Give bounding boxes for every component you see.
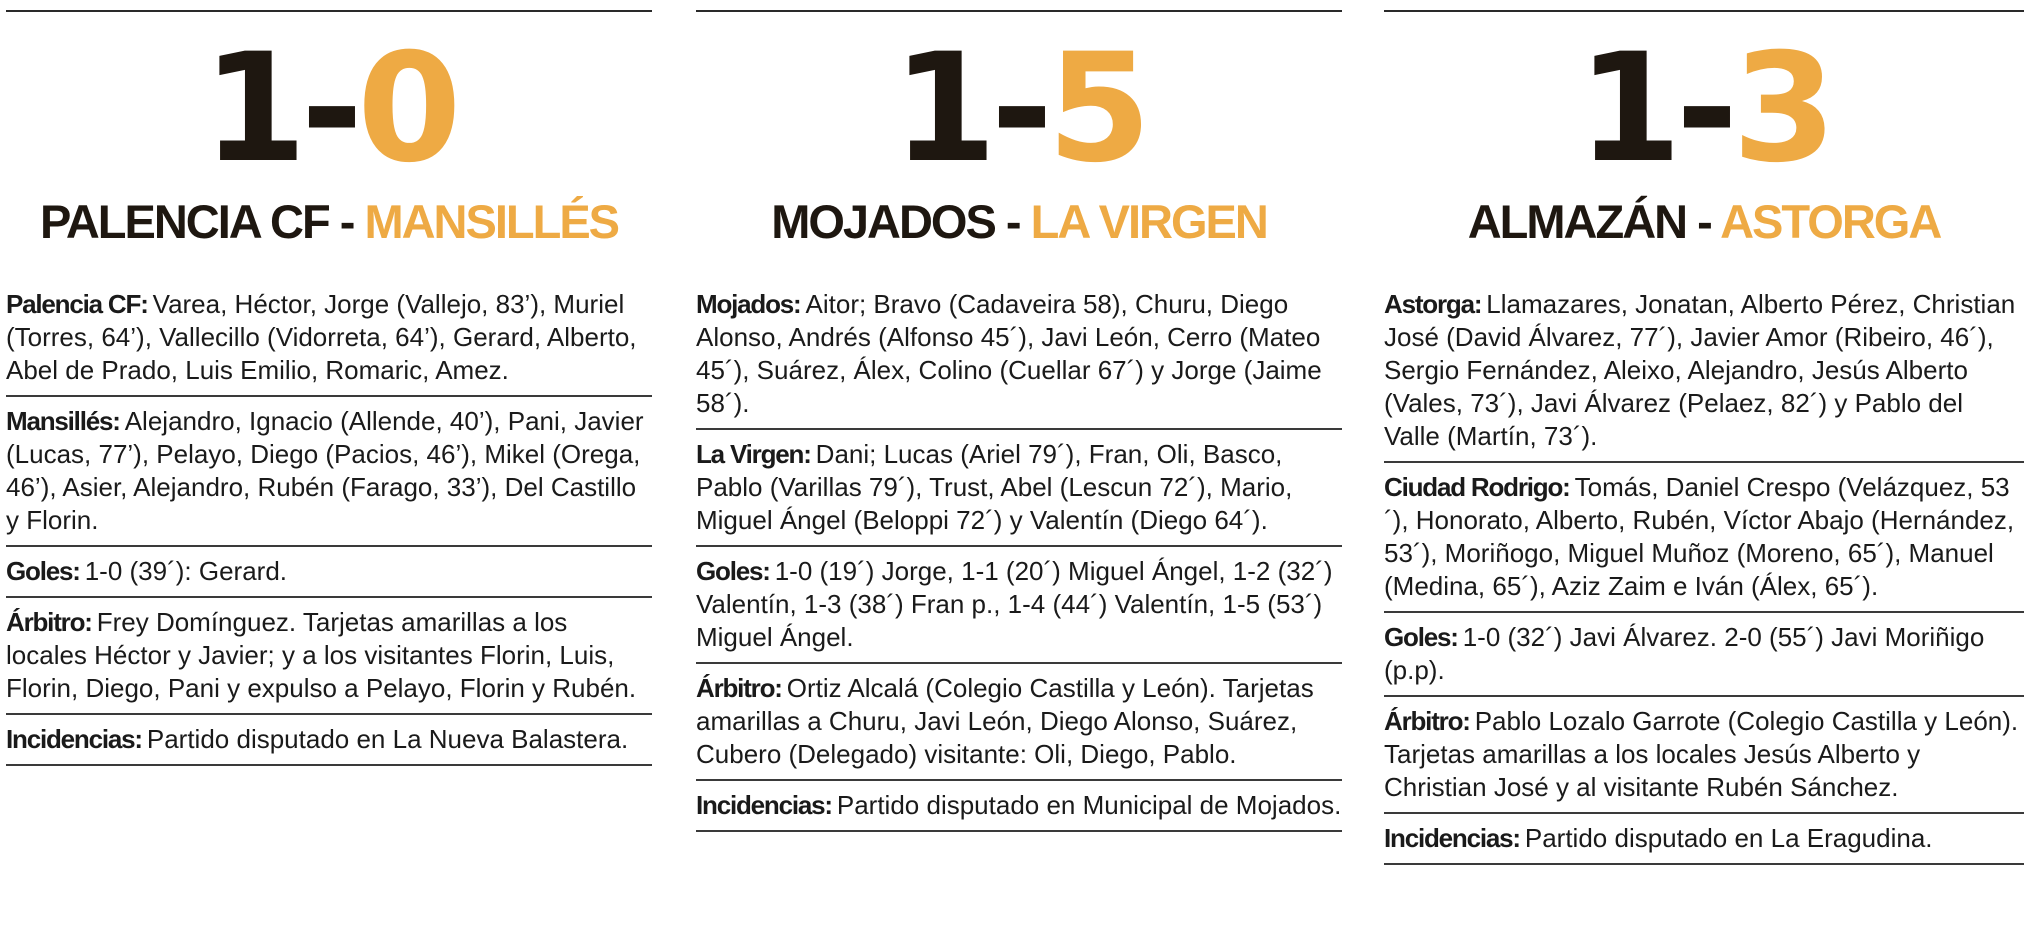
- block-label: Ciudad Rodrigo:: [1384, 472, 1570, 502]
- block-text: Partido disputado en La Nueva Balastera.: [146, 724, 629, 754]
- teams-separator: -: [1686, 195, 1721, 248]
- lineup-away: [1384, 469, 2024, 613]
- away-team: ASTORGA: [1720, 195, 1941, 248]
- block-text: Ortiz Alcalá (Colegio Castilla y León). Tarjetas amarillas a Churu, Javi León, Diego Alonso, Suárez, Cubero (Delegado) visitante: Oli, Diego, Pablo.: [696, 673, 1314, 769]
- away-score: 0: [357, 22, 456, 196]
- home-team: PALENCIA CF: [39, 195, 329, 248]
- block-text: Varea, Héctor, Jorge (Vallejo, 83’), Muriel (Torres, 64’), Vallecillo (Vidorreta, 64’), Gerard, Alberto, Abel de Prado, Luis Emilio, Romaric, Amez.: [6, 289, 637, 385]
- teams-separator: -: [328, 195, 365, 248]
- score-dash: -: [300, 22, 358, 196]
- match-teams: [6, 194, 652, 250]
- block-label: Goles:: [696, 556, 770, 586]
- block-label: Árbitro:: [1384, 706, 1470, 736]
- block-label: La Virgen:: [696, 439, 811, 469]
- block-label: Mojados:: [696, 289, 801, 319]
- match-report-mojados-la-virgen: [696, 0, 1342, 838]
- home-score: 1: [202, 22, 301, 196]
- score-dash: -: [990, 22, 1048, 196]
- lineup-home: [1384, 286, 2024, 463]
- top-rule: [6, 10, 652, 12]
- match-report-almazan-astorga: [1384, 0, 2024, 871]
- block-label: Astorga:: [1384, 289, 1482, 319]
- top-rule: [696, 10, 1342, 12]
- home-score: 1: [1577, 22, 1676, 196]
- block-label: Mansillés:: [6, 406, 120, 436]
- match-details: [696, 286, 1342, 832]
- home-score: 1: [892, 22, 991, 196]
- block-text: 1-0 (32´) Javi Álvarez. 2-0 (55´) Javi Moriñigo (p.p).: [1384, 622, 1985, 685]
- block-label: Árbitro:: [6, 607, 92, 637]
- score-dash: -: [1675, 22, 1733, 196]
- match-details: [6, 286, 652, 766]
- block-label: Incidencias:: [6, 724, 142, 754]
- final-score: [6, 22, 652, 196]
- teams-separator: -: [994, 195, 1031, 248]
- block-text: Alejandro, Ignacio (Allende, 40’), Pani, Javier (Lucas, 77’), Pelayo, Diego (Pacios, 46’), Mikel (Orega, 46’), Asier, Alejandro, Rubén (Farago, 33’), Del Castillo y Florin.: [6, 406, 644, 535]
- block-text: Tomás, Daniel Crespo (Velázquez, 53´), Honorato, Alberto, Rubén, Víctor Abajo (Hernández, 53´), Moriñogo, Miguel Muñoz (Moreno, 65´), Manuel (Medina, 65´), Aziz Zaim e Iván (Álex, 65´).: [1384, 472, 2015, 601]
- block-label: Árbitro:: [696, 673, 782, 703]
- block-text: Llamazares, Jonatan, Alberto Pérez, Christian José (David Álvarez, 77´), Javier Amor (Ribeiro, 46´), Sergio Fernández, Aleixo, Alejandro, Jesús Alberto (Vales, 73´), Javi Álvarez (Pelaez, 82´) y Pablo del Valle (Martín, 73´).: [1384, 289, 2016, 451]
- block-text: 1-0 (39´): Gerard.: [84, 556, 288, 586]
- lineup-home: [696, 286, 1342, 430]
- away-team: LA VIRGEN: [1030, 195, 1267, 248]
- block-label: Goles:: [6, 556, 80, 586]
- referee: [1384, 703, 2024, 814]
- home-team: ALMAZÁN: [1467, 195, 1687, 248]
- goals: [696, 553, 1342, 664]
- block-text: Aitor; Bravo (Cadaveira 58), Churu, Diego Alonso, Andrés (Alfonso 45´), Javi León, Cerro (Mateo 45´), Suárez, Álex, Colino (Cuellar 67´) y Jorge (Jaime 58´).: [696, 289, 1322, 418]
- incidents: [6, 721, 652, 766]
- incidents: [696, 787, 1342, 832]
- home-team: MOJADOS: [771, 195, 995, 248]
- block-label: Incidencias:: [696, 790, 832, 820]
- referee: [696, 670, 1342, 781]
- block-text: Partido disputado en La Eragudina.: [1524, 823, 1933, 853]
- final-score: [1384, 22, 2024, 196]
- lineup-away: [6, 403, 652, 547]
- block-label: Incidencias:: [1384, 823, 1520, 853]
- block-text: 1-0 (19´) Jorge, 1-1 (20´) Miguel Ángel, 1-2 (32´) Valentín, 1-3 (38´) Fran p., 1-4 (44´) Valentín, 1-5 (53´) Miguel Ángel.: [696, 556, 1333, 652]
- match-details: [1384, 286, 2024, 865]
- away-score: 5: [1047, 22, 1146, 196]
- match-teams: [696, 194, 1342, 250]
- away-score: 3: [1732, 22, 1831, 196]
- block-label: Goles:: [1384, 622, 1458, 652]
- block-text: Pablo Lozalo Garrote (Colegio Castilla y León). Tarjetas amarillas a los locales Jesús Alberto y Christian José y al visitante Rubén Sánchez.: [1384, 706, 2019, 802]
- block-text: Dani; Lucas (Ariel 79´), Fran, Oli, Basco, Pablo (Varillas 79´), Trust, Abel (Lescun 72´), Mario, Miguel Ángel (Beloppi 72´) y Valentín (Diego 64´).: [696, 439, 1293, 535]
- final-score: [696, 22, 1342, 196]
- top-rule: [1384, 10, 2024, 12]
- lineup-away: [696, 436, 1342, 547]
- away-team: MANSILLÉS: [364, 195, 619, 248]
- match-report-palencia-mansilles: [6, 0, 652, 772]
- goals: [6, 553, 652, 598]
- incidents: [1384, 820, 2024, 865]
- goals: [1384, 619, 2024, 697]
- block-text: Partido disputado en Municipal de Mojados.: [836, 790, 1342, 820]
- block-label: Palencia CF:: [6, 289, 148, 319]
- lineup-home: [6, 286, 652, 397]
- block-text: Frey Domínguez. Tarjetas amarillas a los locales Héctor y Javier; y a los visitantes Florin, Luis, Florin, Diego, Pani y expulso a Pelayo, Florin y Rubén.: [6, 607, 637, 703]
- match-teams: [1384, 194, 2024, 250]
- referee: [6, 604, 652, 715]
